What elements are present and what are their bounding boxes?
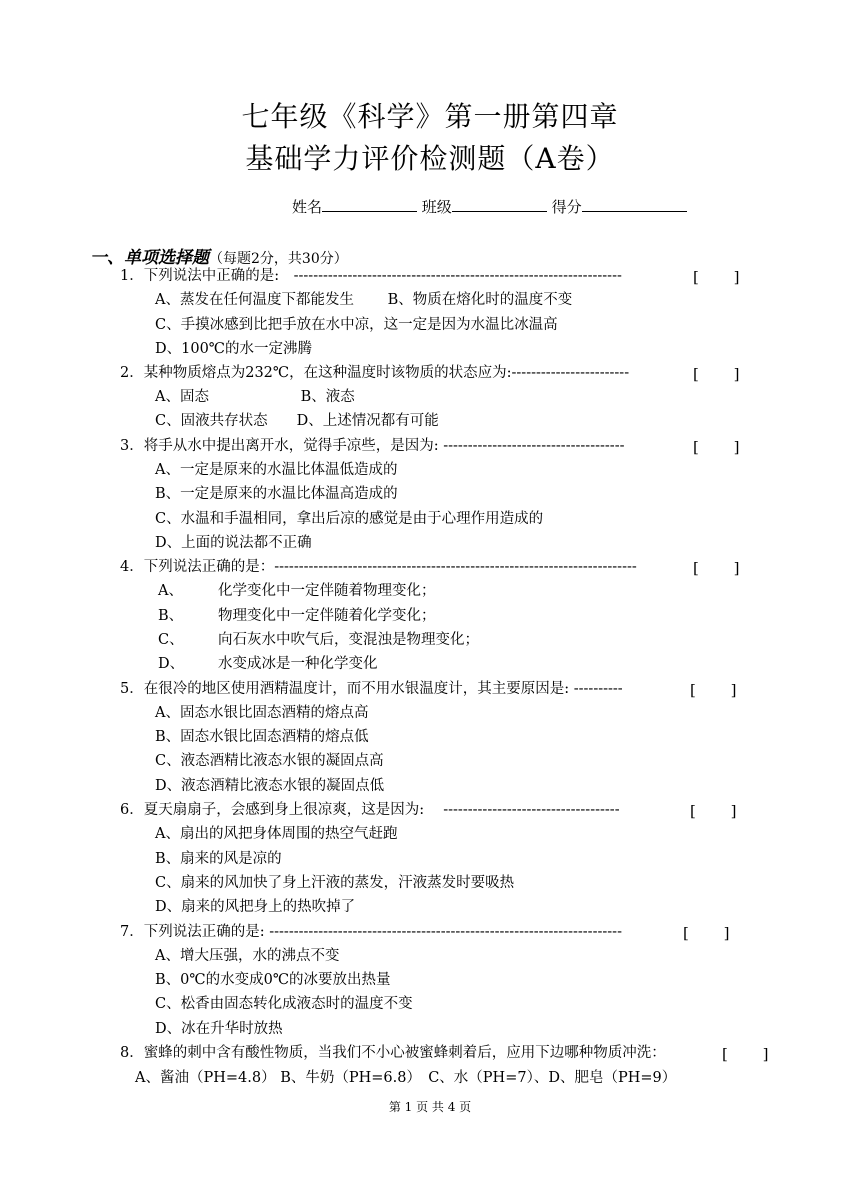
question-8-stem: 8．蜜蜂的刺中含有酸性物质，当我们不小心被蜜蜂刺着后，应用下边哪种物质冲洗： <box>120 1045 666 1061</box>
question-4-option <box>158 606 436 626</box>
question-1-option: A、蒸发在任何温度下都能发生 B、物质在熔化时的温度不变 <box>155 292 573 308</box>
answer-bracket-5[interactable]: [ ] <box>690 681 737 699</box>
question-2-option: C、固液共存状态 D、上述情况都有可能 <box>155 413 439 429</box>
question-1-option: C、手摸冰感到比把手放在水中凉，这一定是因为水温比冰温高 <box>155 317 558 333</box>
title-line-1: 七年级《科学》第一册第四章 <box>241 100 619 133</box>
question-3-option: B、一定是原来的水温比体温高造成的 <box>155 486 398 502</box>
question-1-stem: 1．下列说法中正确的是: ------------------------------------------------------------------- <box>120 268 622 284</box>
question-4-option <box>158 654 378 674</box>
answer-bracket-7[interactable]: [ ] <box>683 924 730 942</box>
class-label: 班级 <box>421 198 452 216</box>
question-6-stem: 6．夏天扇扇子，会感到身上很凉爽，这是因为: ------------------------------------ <box>120 802 620 818</box>
question-7-option: C、松香由固态转化成液态时的温度不变 <box>155 996 413 1012</box>
question-4-option <box>158 630 479 650</box>
option-letter: B、 <box>158 608 184 624</box>
question-4-stem: 4．下列说法正确的是：-------------------------------------------------------------------------- <box>120 559 637 575</box>
question-7-option: A、增大压强，水的沸点不变 <box>155 948 340 964</box>
option-text: 化学变化中一定伴随着物理变化； <box>218 583 436 599</box>
option-letter: C、 <box>158 632 184 648</box>
question-6-option: D、扇来的风把身上的热吹掉了 <box>155 899 356 915</box>
question-5-stem: 5．在很冷的地区使用酒精温度计，而不用水银温度计，其主要原因是: ---------- <box>120 681 623 697</box>
option-letter: D、 <box>158 656 185 672</box>
section-title: 一、单项选择题 <box>90 248 209 268</box>
question-6-option: C、扇来的风加快了身上汗液的蒸发，汗液蒸发时要吸热 <box>155 875 515 891</box>
question-2-stem: 2．某种物质熔点为232℃，在这种温度时该物质的状态应为:------------------------ <box>120 365 630 381</box>
question-6-option: A、扇出的风把身体周围的热空气赶跑 <box>155 826 398 842</box>
student-info-row <box>292 196 687 217</box>
question-7-stem: 7．下列说法正确的是: ------------------------------------------------------------------------ <box>120 924 622 940</box>
answer-bracket-2[interactable]: [ ] <box>693 365 740 383</box>
answer-bracket-1[interactable]: [ ] <box>693 268 740 286</box>
answer-bracket-8[interactable]: [ ] <box>722 1045 769 1063</box>
section-note: （每题2分，共30分） <box>209 251 348 267</box>
question-3-option: D、上面的说法都不正确 <box>155 535 312 551</box>
question-5-option: B、固态水银比固态酒精的熔点低 <box>155 729 369 745</box>
name-label: 姓名 <box>292 198 323 216</box>
question-7-option: D、冰在升华时放热 <box>155 1021 283 1037</box>
page-footer: 第 1 页 共 4 页 <box>388 1100 472 1114</box>
answer-bracket-3[interactable]: [ ] <box>693 438 740 456</box>
option-letter: A、 <box>158 583 183 599</box>
title-line-2: 基础学力评价检测题（A卷） <box>245 142 615 175</box>
question-3-option: C、水温和手温相同，拿出后凉的感觉是由于心理作用造成的 <box>155 511 544 527</box>
class-blank[interactable] <box>452 197 547 212</box>
answer-bracket-4[interactable]: [ ] <box>693 559 740 577</box>
question-7-option: B、0℃的水变成0℃的冰要放出热量 <box>155 972 391 988</box>
question-1-option: D、100℃的水一定沸腾 <box>155 341 313 357</box>
question-3-option: A、一定是原来的水温比体温低造成的 <box>155 462 398 478</box>
option-text: 向石灰水中吹气后，变混浊是物理变化； <box>218 632 479 648</box>
question-5-option: C、液态酒精比液态水银的凝固点高 <box>155 753 384 769</box>
section-heading <box>90 243 348 268</box>
question-3-stem: 3．将手从水中提出离开水，觉得手凉些，是因为: ------------------------------------- <box>120 438 625 454</box>
question-4-option <box>158 581 436 601</box>
option-text: 物理变化中一定伴随着化学变化； <box>218 608 436 624</box>
question-5-option: A、固态水银比固态酒精的熔点高 <box>155 705 369 721</box>
question-8-option: A、酱油（PH=4.8） B、牛奶（PH=6.8） C、水（PH=7）、D、肥皂（PH=9） <box>135 1070 677 1086</box>
score-label: 得分 <box>551 198 582 216</box>
answer-bracket-6[interactable]: [ ] <box>690 802 737 820</box>
question-2-option: A、固态 B、液态 <box>155 389 355 405</box>
question-6-option: B、扇来的风是凉的 <box>155 851 282 867</box>
name-blank[interactable] <box>322 197 417 212</box>
score-blank[interactable] <box>582 197 687 212</box>
option-text: 水变成冰是一种化学变化 <box>218 656 378 672</box>
question-5-option: D、液态酒精比液态水银的凝固点低 <box>155 778 385 794</box>
